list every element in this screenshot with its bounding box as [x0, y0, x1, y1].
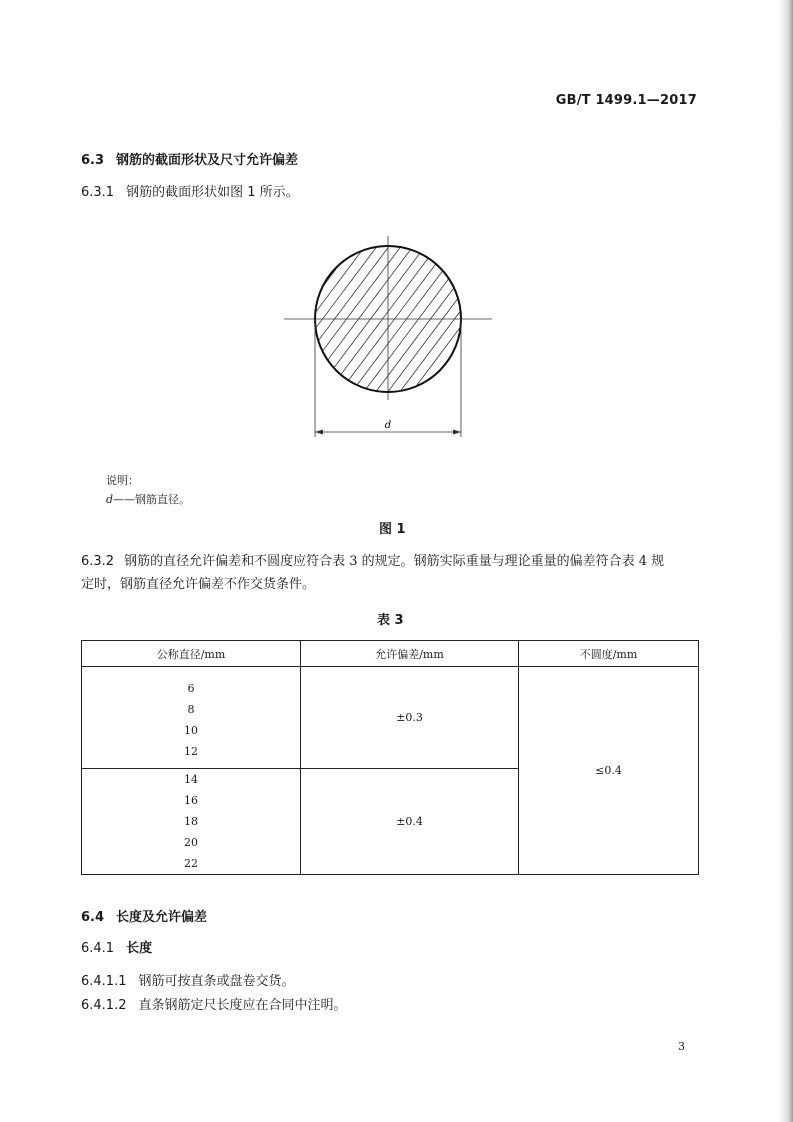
table-header-row	[82, 641, 699, 667]
dimension-arrow-left	[315, 430, 323, 435]
section-text: 钢筋的截面形状如图 1 所示。	[126, 185, 299, 200]
section-6-4-1-heading	[81, 937, 152, 956]
table-caption: 表 3	[377, 613, 404, 628]
section-number: 6.3.1	[81, 185, 115, 200]
section-title: 长度及允许偏差	[116, 910, 208, 925]
section-number: 6.3	[81, 153, 105, 168]
diameter-group-2	[82, 769, 301, 875]
diameter-value: 12	[184, 744, 198, 758]
diameter-value: 6	[187, 681, 195, 695]
section-title: 长度	[126, 941, 153, 956]
table-3	[81, 640, 699, 875]
diameter-group-1	[82, 667, 301, 769]
legend-symbol: d	[106, 493, 114, 506]
section-text-line1: 钢筋的直径允许偏差和不圆度应符合表 3 的规定。钢筋实际重量与理论重量的偏差符合表 4 规	[124, 554, 665, 569]
diameter-value: 20	[184, 836, 198, 849]
table-row	[82, 667, 699, 769]
header-nominal-diameter: 公称直径/mm	[82, 641, 301, 667]
tolerance-group-1: ±0.3	[301, 667, 519, 769]
dimension-arrow-right	[453, 430, 461, 435]
legend-entry	[106, 491, 190, 507]
section-number: 6.4	[81, 910, 105, 925]
diameter-value: 22	[184, 857, 198, 870]
section-6-4-heading	[81, 906, 207, 925]
legend-text: ——钢筋直径。	[113, 493, 191, 506]
section-6-3-heading	[81, 149, 298, 168]
scan-edge-shadow	[779, 0, 793, 1122]
diameter-value: 8	[187, 702, 195, 716]
paragraph-line-2: 定时，钢筋直径允许偏差不作交货条件。	[81, 577, 316, 592]
section-6-3-1	[81, 181, 299, 200]
section-number: 6.4.1.1	[81, 974, 127, 989]
tolerance-group-2: ±0.4	[301, 769, 519, 875]
diameter-value: 16	[184, 794, 198, 807]
diameter-value: 10	[184, 723, 198, 737]
section-title: 钢筋的截面形状及尺寸允许偏差	[116, 153, 299, 168]
section-6-4-1-1	[81, 970, 295, 989]
section-number: 6.4.1	[81, 941, 115, 956]
header-tolerance: 允许偏差/mm	[301, 641, 519, 667]
section-text: 钢筋可按直条或盘卷交货。	[138, 974, 295, 989]
page-number: 3	[678, 1040, 685, 1053]
section-6-4-1-2	[81, 994, 347, 1013]
hatching	[270, 245, 510, 405]
standard-code: GB/T 1499.1—2017	[555, 93, 697, 108]
section-number: 6.4.1.2	[81, 998, 127, 1013]
figure-1-cross-section	[270, 230, 510, 445]
diameter-value: 18	[184, 815, 198, 828]
paragraph-line-1	[81, 550, 664, 573]
section-number: 6.3.2	[81, 554, 115, 569]
dimension-label: d	[384, 420, 392, 431]
section-text: 直条钢筋定尺长度应在合同中注明。	[138, 998, 347, 1013]
legend-title: 说明：	[106, 474, 139, 487]
section-6-3-2	[81, 550, 664, 596]
out-of-roundness-value: ≤0.4	[519, 667, 699, 875]
header-out-of-roundness: 不圆度/mm	[519, 641, 699, 667]
figure-caption: 图 1	[379, 522, 406, 537]
diameter-value: 14	[184, 773, 198, 786]
